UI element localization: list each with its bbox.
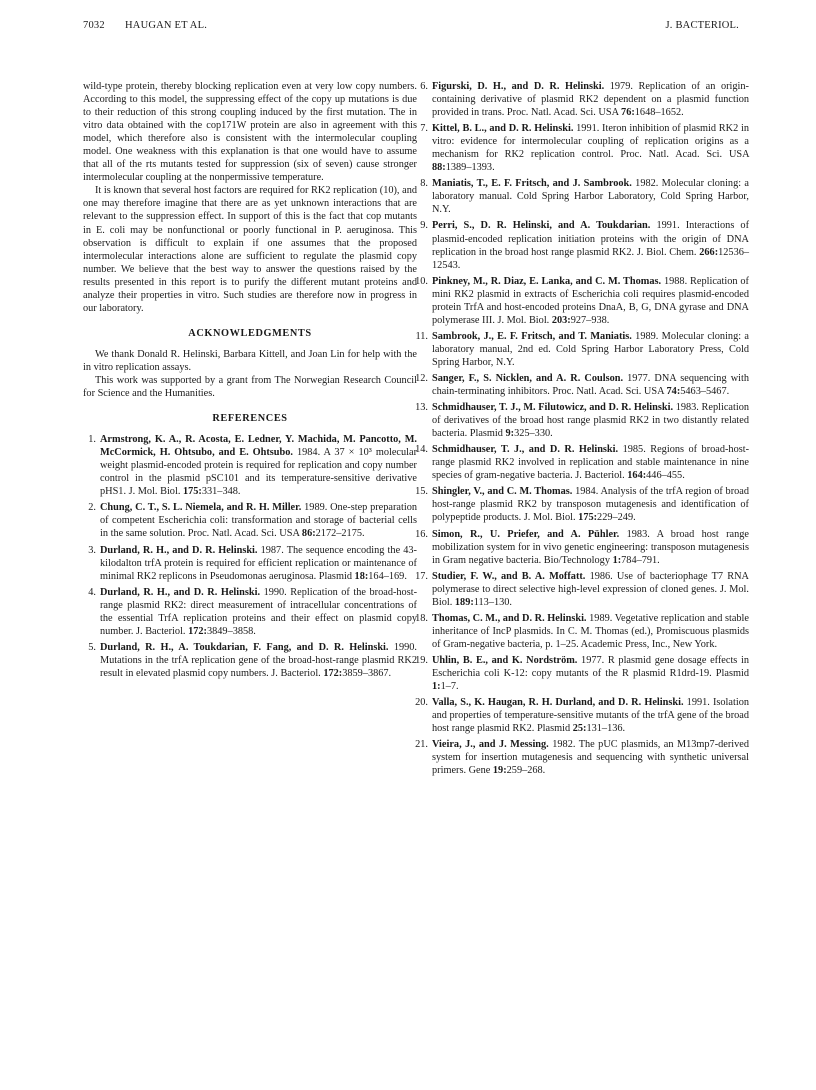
reference-authors: Armstrong, K. A., R. Acosta, E. Ledner, Y. Machida, M. Pancotto, M. McCormick, H. Ohtsubo, and E. Ohtsubo.	[100, 434, 417, 459]
reference-number: 19.	[415, 654, 428, 666]
reference-text: 1977. DNA sequencing with chain-terminating inhibitors. Proc. Natl. Acad. Sci. USA	[432, 372, 749, 398]
reference-pages: 927–938.	[570, 314, 610, 326]
reference-text: 1977. R plasmid gene dosage effects in Escherichia coli K-12: copy mutants of the R plasmid R1drd-19. Plasmid	[432, 654, 749, 679]
reference-number: 10.	[415, 275, 428, 287]
reference-text: 1987. The sequence encoding the 43-kilodalton trfA protein is required for efficient replication or maintenance of minimal RK2 replicons in Pseudomonas aeruginosa. Plasmid	[100, 544, 417, 582]
reference-authors: Maniatis, T., E. F. Fritsch, and J. Sambrook.	[432, 178, 632, 190]
reference-authors: Simon, R., U. Priefer, and A. Pühler.	[432, 528, 620, 540]
reference-text: 1988. Replication of mini RK2 plasmid in extracts of Escherichia coli requires plasmid-encoded protein TrfA and host-encoded proteins DnaA, B, G, DNA gyrase and DNA polymerase III. J. Mol. Biol.	[432, 275, 749, 326]
reference-text: 1991. Interactions of plasmid-encoded replication initiation proteins with the origin of DNA replication in the broad host range plasmid RK2. J. Biol. Chem.	[432, 220, 750, 258]
reference-list-left	[83, 433, 417, 680]
reference-volume: 74:	[666, 386, 681, 398]
reference-number: 8.	[420, 178, 428, 190]
reference-item	[415, 372, 749, 398]
reference-pages: 259–268.	[506, 765, 546, 777]
reference-volume: 19:	[492, 765, 507, 777]
reference-authors: Sanger, F., S. Nicklen, and A. R. Coulson.	[432, 372, 624, 384]
reference-pages: 1648–1652.	[634, 107, 684, 119]
reference-authors: Shingler, V., and C. M. Thomas.	[432, 486, 573, 498]
running-header	[83, 20, 739, 36]
reference-text: 1986. Use of bacteriophage T7 RNA polymerase to direct selective high-level expression of cloned genes. J. Mol. Biol.	[432, 570, 749, 608]
reference-number: 18.	[415, 612, 428, 624]
reference-number: 11.	[415, 330, 428, 342]
reference-number: 2.	[88, 502, 96, 514]
reference-authors: Schmidhauser, T. J., and D. R. Helinski.	[432, 444, 619, 456]
right-column	[415, 80, 749, 780]
reference-authors: Valla, S., K. Haugan, R. H. Durland, and D. R. Helinski.	[432, 697, 684, 709]
reference-number: 20.	[415, 697, 428, 709]
reference-pages: 12536–12543.	[432, 246, 750, 271]
reference-pages: 331–348.	[201, 486, 241, 498]
reference-item	[83, 641, 417, 680]
reference-number: 12.	[415, 372, 428, 384]
reference-text: 1982. Molecular cloning: a laboratory manual. Cold Spring Harbor Laboratory, Cold Spring Harbor, N.Y.	[432, 178, 749, 216]
reference-pages: 2172–2175.	[315, 528, 365, 540]
reference-number: 16.	[415, 528, 428, 540]
reference-text: 1991. Iteron inhibition of plasmid RK2 in vitro: evidence for intermolecular coupling of replication origins as a mechanism for RK2 replication control. Proc. Natl. Acad. Sci. USA	[432, 123, 749, 161]
reference-item	[415, 528, 749, 567]
reference-item	[415, 738, 749, 777]
reference-pages: 5463–5467.	[680, 386, 730, 398]
reference-item	[415, 177, 749, 216]
reference-item	[415, 485, 749, 524]
reference-volume: 1:	[612, 554, 622, 566]
reference-authors: Durland, R. H., and D. R. Helinski.	[100, 544, 258, 556]
reference-item	[415, 654, 749, 693]
reference-number: 6.	[420, 81, 428, 92]
reference-text: 1989. Vegetative replication and stable inheritance of IncP plasmids. In C. M. Thomas (ed.), Promiscuous plasmids of Gram-negative bacteria, p. 1–25. Academic Press, Inc., New York.	[432, 612, 749, 650]
reference-volume: 1:	[432, 681, 441, 693]
reference-volume: 88:	[432, 162, 446, 174]
reference-pages: 446–455.	[646, 470, 685, 482]
reference-number: 14.	[415, 444, 428, 456]
reference-authors: Perri, S., D. R. Helinski, and A. Toukdarian.	[432, 220, 651, 232]
reference-volume: 266:	[699, 246, 719, 258]
reference-authors: Chung, C. T., S. L. Niemela, and R. H. Miller.	[100, 502, 302, 514]
reference-text: 1984. A 37 × 10³ molecular weight plasmid-encoded protein is required for replication and copy number control in the plasmid pSC101 and its temperature-sensitive derivative pHS1. J. Mol. Biol.	[100, 447, 417, 498]
reference-volume: 25:	[572, 723, 587, 735]
reference-authors: Studier, F. W., and B. A. Moffatt.	[432, 570, 586, 582]
reference-authors: Pinkney, M., R. Diaz, E. Lanka, and C. M. Thomas.	[432, 275, 662, 287]
acknowledgment-paragraph: We thank Donald R. Helinski, Barbara Kittell, and Joan Lin for help with the in vitro replication assays.	[83, 348, 417, 373]
reference-text: 1985. Regions of broad-host-range plasmid RK2 involved in replication and stable maintenance in nine species of gram-negative bacteria. J. Bacteriol.	[432, 444, 750, 482]
reference-text: 1982. The pUC plasmids, an M13mp7-derived system for insertion mutagenesis and sequencing with synthetic universal primers. Gene	[432, 739, 750, 777]
acknowledgments-heading: ACKNOWLEDGMENTS	[188, 327, 312, 339]
reference-pages: 164–169.	[368, 570, 407, 582]
reference-pages: 131–136.	[586, 723, 626, 735]
reference-item	[415, 330, 749, 369]
reference-authors: Thomas, C. M., and D. R. Helinski.	[432, 612, 587, 624]
reference-item	[415, 443, 749, 482]
reference-item	[415, 122, 749, 174]
body-paragraph: wild-type protein, thereby blocking replication even at very low copy numbers. According to this model, the suppressing effect of the copy up mutations is due to their reduction of this strong coupling induced by the first mutation. The in vitro data obtained with the cop171W protein are also in agreement with this model, which therefore also is consistent with the intermolecular coupling model. One weakness with this explanation is that one would have to assume that all of the rts mutants tested for suppression (six of seven) cause stronger intermolecular coupling at the nonpermissive temperature.	[83, 81, 417, 184]
reference-authors: Uhlin, B. E., and K. Nordström.	[432, 654, 578, 666]
reference-authors: Vieira, J., and J. Messing.	[432, 739, 549, 751]
reference-volume: 9:	[505, 428, 515, 440]
reference-pages: 325–330.	[514, 428, 553, 440]
reference-item	[83, 433, 417, 498]
reference-volume: 164:	[627, 470, 647, 482]
page-number: 7032	[83, 20, 105, 31]
reference-volume: 189:	[454, 596, 474, 608]
reference-item	[415, 219, 749, 271]
reference-pages: 1389–1393.	[445, 162, 495, 174]
reference-item	[415, 80, 749, 119]
reference-pages: 3849–3858.	[206, 625, 256, 637]
reference-number: 7.	[420, 123, 428, 135]
reference-pages: 3859–3867.	[342, 667, 392, 679]
reference-text: 1983. A broad host range mobilization system for in vivo genetic engineering: transposon mutagenesis in Gram negative bacteria. Bio/Technology	[432, 528, 749, 566]
journal-name: J. BACTERIOL.	[665, 20, 739, 31]
reference-item	[83, 501, 417, 540]
reference-authors: Kittel, B. L., and D. R. Helinski.	[432, 123, 574, 135]
reference-volume: 175:	[182, 486, 202, 498]
references-heading: REFERENCES	[212, 413, 288, 425]
reference-number: 9.	[420, 220, 428, 232]
reference-pages: 1–7.	[440, 681, 459, 693]
reference-text: 1989. Molecular cloning: a laboratory manual, 2nd ed. Cold Spring Harbor Laboratory Press, Cold Spring Harbor, N.Y.	[432, 330, 749, 368]
reference-text: 1990. Replication of the broad-host-range plasmid RK2: direct measurement of intracellular concentrations of the essential TrfA replication proteins and their effect on plasmid copy number. J. Bacteriol.	[100, 586, 417, 637]
reference-pages: 784–791.	[621, 554, 660, 566]
reference-volume: 18:	[354, 570, 369, 582]
reference-volume: 175:	[578, 512, 598, 524]
reference-authors: Schmidhauser, T. J., M. Filutowicz, and D. R. Helinski.	[432, 402, 674, 414]
reference-text: 1991. Isolation and properties of temperature-sensitive mutants of the trfA gene of the broad host range plasmid RK2. Plasmid	[432, 697, 750, 735]
reference-number: 1.	[88, 434, 96, 446]
reference-text: 1990. Mutations in the trfA replication gene of the broad-host-range plasmid RK2 result in elevated plasmid copy numbers. J. Bacteriol.	[100, 641, 417, 679]
reference-number: 13.	[415, 402, 428, 414]
reference-authors: Durland, R. H., A. Toukdarian, F. Fang, and D. R. Helinski.	[100, 641, 389, 653]
reference-item	[83, 544, 417, 583]
reference-number: 3.	[88, 544, 96, 556]
running-head-authors: HAUGAN ET AL.	[125, 20, 208, 31]
reference-number: 15.	[415, 486, 428, 498]
reference-item	[415, 570, 749, 609]
reference-item	[415, 275, 749, 327]
reference-number: 4.	[88, 586, 96, 598]
body-paragraph: It is known that several host factors are required for RK2 replication (10), and one may therefore imagine that there are as yet unknown interactions that are relevant to the suppression effect. In support of this is the fact that cop mutants in E. coli may be nonfunctional or poorly functional in P. aeruginosa. This observation is difficult to explain if one assumes that the proposed intermolecular interactions alone are sufficient to regulate the plasmid copy number. We believe that the best way to answer the questions raised by the results presented in this report is to purify the different mutant proteins and analyze their properties in vitro. Such studies are therefore now in progress in our laboratory.	[83, 185, 417, 314]
reference-number: 21.	[415, 739, 428, 751]
reference-item	[83, 586, 417, 638]
reference-text: 1979. Replication of an origin-containing derivative of plasmid RK2 dependent on a plasmid function provided in trans. Proc. Natl. Acad. Sci. USA	[432, 81, 749, 119]
reference-authors: Figurski, D. H., and D. R. Helinski.	[432, 81, 605, 92]
reference-item	[415, 401, 749, 440]
reference-volume: 172:	[323, 667, 343, 679]
acknowledgment-paragraph: This work was supported by a grant from The Norwegian Research Council for Science and the Humanities.	[83, 374, 417, 400]
left-column	[83, 80, 417, 683]
reference-item	[415, 612, 749, 651]
reference-text: 1983. Replication of derivatives of the broad host range plasmid RK2 in two distantly related bacteria. Plasmid	[432, 402, 749, 440]
reference-volume: 86:	[301, 528, 316, 540]
reference-authors: Sambrook, J., E. F. Fritsch, and T. Maniatis.	[432, 330, 632, 342]
reference-number: 17.	[415, 570, 428, 582]
reference-authors: Durland, R. H., and D. R. Helinski.	[100, 586, 261, 598]
reference-pages: 113–130.	[473, 596, 512, 608]
reference-number: 5.	[88, 641, 96, 653]
reference-list-right	[415, 80, 749, 777]
reference-text: 1989. One-step preparation of competent Escherichia coli: transformation and storage of bacterial cells in the same solution. Proc. Natl. Acad. Sci. USA	[100, 502, 417, 540]
reference-volume: 203:	[551, 314, 571, 326]
reference-item	[415, 696, 749, 735]
reference-pages: 229–249.	[597, 512, 636, 524]
reference-volume: 76:	[621, 107, 635, 119]
reference-text: 1984. Analysis of the trfA region of broad host-range plasmid RK2 by transposon mutagenesis and identification of polypeptide products. J. Mol. Biol.	[432, 486, 749, 524]
reference-volume: 172:	[188, 625, 207, 637]
